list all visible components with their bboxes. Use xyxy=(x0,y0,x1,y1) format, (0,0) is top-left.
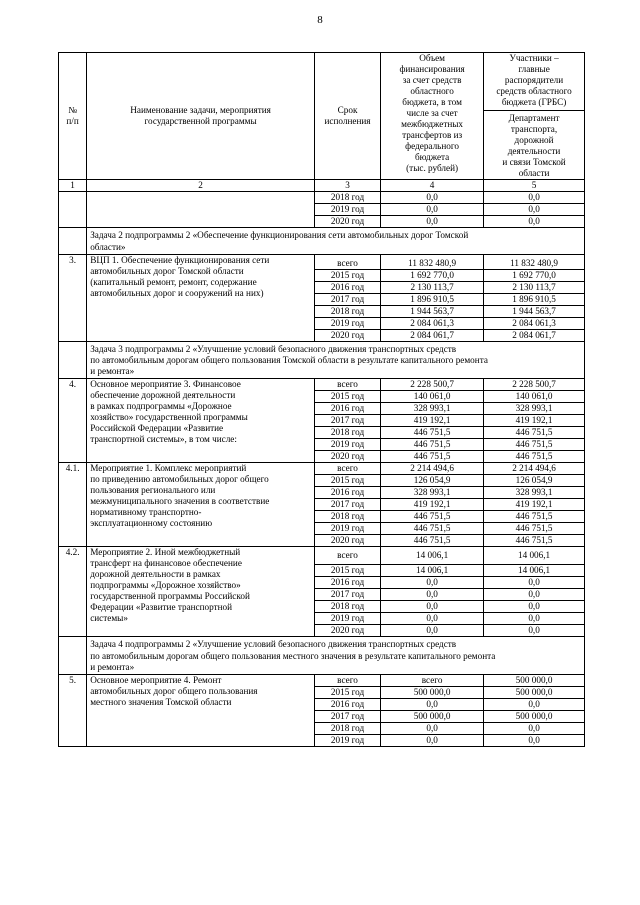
item-name: Мероприятие 1. Комплекс мероприятий по приведению автомобильных дорог общего пользования регионального или межмуниципального значения в соответствие нормативному транспортно- эксплуатационному состоянию xyxy=(87,463,315,547)
table-row: 4. Основное мероприятие 3. Финансовое обеспечение дорожной деятельности в рамках подпрограммы «Дорожное хозяйство» государственной программы Российской Федерации «Развитие транспортной системы», в том числе: всего 2 228 500,7 2 228 500,7 xyxy=(59,378,585,390)
table-row: 4.1. Мероприятие 1. Комплекс мероприятий по приведению автомобильных дорог общего пользования регионального или межмуниципального значения в соответствие нормативному транспортно- эксплуатационному состоянию всего 2 214 494,6 2 214 494,6 xyxy=(59,463,585,475)
item-name: Мероприятие 2. Иной межбюджетный трансферт на финансовое обеспечение дорожной деятельности в рамках подпрограммы «Дорожное хозяйство» государственной программы Российской Федерации «Развитие транспортной системы» xyxy=(87,547,315,637)
table-row: 2020 год 446 751,5 446 751,5 xyxy=(59,535,585,547)
table-row: 2015 год 14 006,1 14 006,1 xyxy=(59,565,585,577)
header-participants-title: Участники – главные распорядители средств областного бюджета (ГРБС) xyxy=(496,53,572,108)
table-row: 2018 год 0,0 0,0 xyxy=(59,722,585,734)
col-number-2: 2 xyxy=(87,180,315,192)
table-row: 2020 год 446 751,5 446 751,5 xyxy=(59,451,585,463)
table-row: 2019 год 446 751,5 446 751,5 xyxy=(59,523,585,535)
task-row xyxy=(59,341,585,378)
header-participants xyxy=(484,53,585,180)
column-number-row xyxy=(59,180,585,192)
table-row: 2017 год 419 192,1 419 192,1 xyxy=(59,414,585,426)
item-name: Основное мероприятие 3. Финансовое обеспечение дорожной деятельности в рамках подпрограммы «Дорожное хозяйство» государственной программы Российской Федерации «Развитие транспортной системы», в том числе: xyxy=(87,378,315,462)
task-4-title: Задача 4 подпрограммы 2 «Улучшение условий безопасного движения транспортных средств по автомобильным дорогам общего пользования местного значения в результате капитального ремонта и ремонта» xyxy=(87,637,585,674)
table-row: 2019 год 0,0 0,0 xyxy=(59,613,585,625)
table-row: 2018 год 0,0 0,0 xyxy=(59,192,585,204)
col-number-3: 3 xyxy=(314,180,380,192)
header-name: Наименование задачи, мероприятия государственной программы xyxy=(87,53,315,180)
table-row: 2015 год 1 692 770,0 1 692 770,0 xyxy=(59,269,585,281)
header-term: Срок исполнения xyxy=(314,53,380,180)
table-row: 2015 год 126 054,9 126 054,9 xyxy=(59,475,585,487)
col-number-4: 4 xyxy=(381,180,484,192)
table-row: 2016 год 0,0 0,0 xyxy=(59,698,585,710)
table-row: 2016 год 0,0 0,0 xyxy=(59,577,585,589)
table-row: 2018 год 0,0 0,0 xyxy=(59,601,585,613)
header-participants-dept: Департамент транспорта, дорожной деятельности и связи Томской области xyxy=(484,110,584,179)
table-row: 2020 год 0,0 0,0 xyxy=(59,625,585,637)
item-name: ВЦП 1. Обеспечение функционирования сети автомобильных дорог Томской области (капитальный ремонт, ремонт, содержание автомобильных дорог и сооружений на них) xyxy=(87,254,315,341)
item-number: 4.1. xyxy=(59,463,87,547)
task-row xyxy=(59,228,585,254)
item-number: 3. xyxy=(59,254,87,341)
page-number: 8 xyxy=(317,14,323,26)
table-row: 2015 год 500 000,0 500 000,0 xyxy=(59,686,585,698)
program-table xyxy=(58,52,585,747)
table-row: 2017 год 0,0 0,0 xyxy=(59,589,585,601)
table-row: 2018 год 446 751,5 446 751,5 xyxy=(59,511,585,523)
table-row: 2020 год 2 084 061,7 2 084 061,7 xyxy=(59,329,585,341)
header-volume: Объем финансирования за счет средств областного бюджета, в том числе за счет межбюджетных трансфертов из федерального бюджета (тыс. рублей) xyxy=(381,53,484,180)
table-row: 4.2. Мероприятие 2. Иной межбюджетный трансферт на финансовое обеспечение дорожной деятельности в рамках подпрограммы «Дорожное хозяйство» государственной программы Российской Федерации «Развитие транспортной системы» всего 14 006,1 14 006,1 xyxy=(59,547,585,565)
table-row: 2020 год 0,0 0,0 xyxy=(59,216,585,228)
table-row: 2016 год 328 993,1 328 993,1 xyxy=(59,402,585,414)
item-number: 5. xyxy=(59,674,87,746)
table-row: 2019 год 2 084 061,3 2 084 061,3 xyxy=(59,317,585,329)
table-row: 2016 год 2 130 113,7 2 130 113,7 xyxy=(59,281,585,293)
table-row: 2019 год 446 751,5 446 751,5 xyxy=(59,439,585,451)
table-row: 3. ВЦП 1. Обеспечение функционирования сети автомобильных дорог Томской области (капитальный ремонт, ремонт, содержание автомобильных дорог и сооружений на них) всего 11 832 480,9 11 832 480,9 xyxy=(59,254,585,269)
table-row: 5. Основное мероприятие 4. Ремонт автомобильных дорог общего пользования местного значения Томской области всего всего 500 000,0 xyxy=(59,674,585,686)
table-header-row xyxy=(59,53,585,180)
table-row: 2019 год 0,0 0,0 xyxy=(59,734,585,746)
col-number-5: 5 xyxy=(484,180,585,192)
table-row: 2017 год 500 000,0 500 000,0 xyxy=(59,710,585,722)
task-3-title: Задача 3 подпрограммы 2 «Улучшение условий безопасного движения транспортных средств по автомобильным дорогам общего пользования Томской области в результате капитального ремонта и ремонта» xyxy=(87,341,585,378)
item-name: Основное мероприятие 4. Ремонт автомобильных дорог общего пользования местного значения Томской области xyxy=(87,674,315,746)
header-number: № п/п xyxy=(59,53,87,180)
table-row: 2018 год 446 751,5 446 751,5 xyxy=(59,426,585,438)
col-number-1: 1 xyxy=(59,180,87,192)
table-row: 2019 год 0,0 0,0 xyxy=(59,204,585,216)
table-row: 2016 год 328 993,1 328 993,1 xyxy=(59,487,585,499)
table-row: 2018 год 1 944 563,7 1 944 563,7 xyxy=(59,305,585,317)
table-row: 2017 год 419 192,1 419 192,1 xyxy=(59,499,585,511)
table-row: 2015 год 140 061,0 140 061,0 xyxy=(59,390,585,402)
task-2-title: Задача 2 подпрограммы 2 «Обеспечение функционирования сети автомобильных дорог Томской области» xyxy=(87,228,585,254)
item-number: 4. xyxy=(59,378,87,462)
table-row: 2017 год 1 896 910,5 1 896 910,5 xyxy=(59,293,585,305)
task-row xyxy=(59,637,585,674)
item-number: 4.2. xyxy=(59,547,87,637)
